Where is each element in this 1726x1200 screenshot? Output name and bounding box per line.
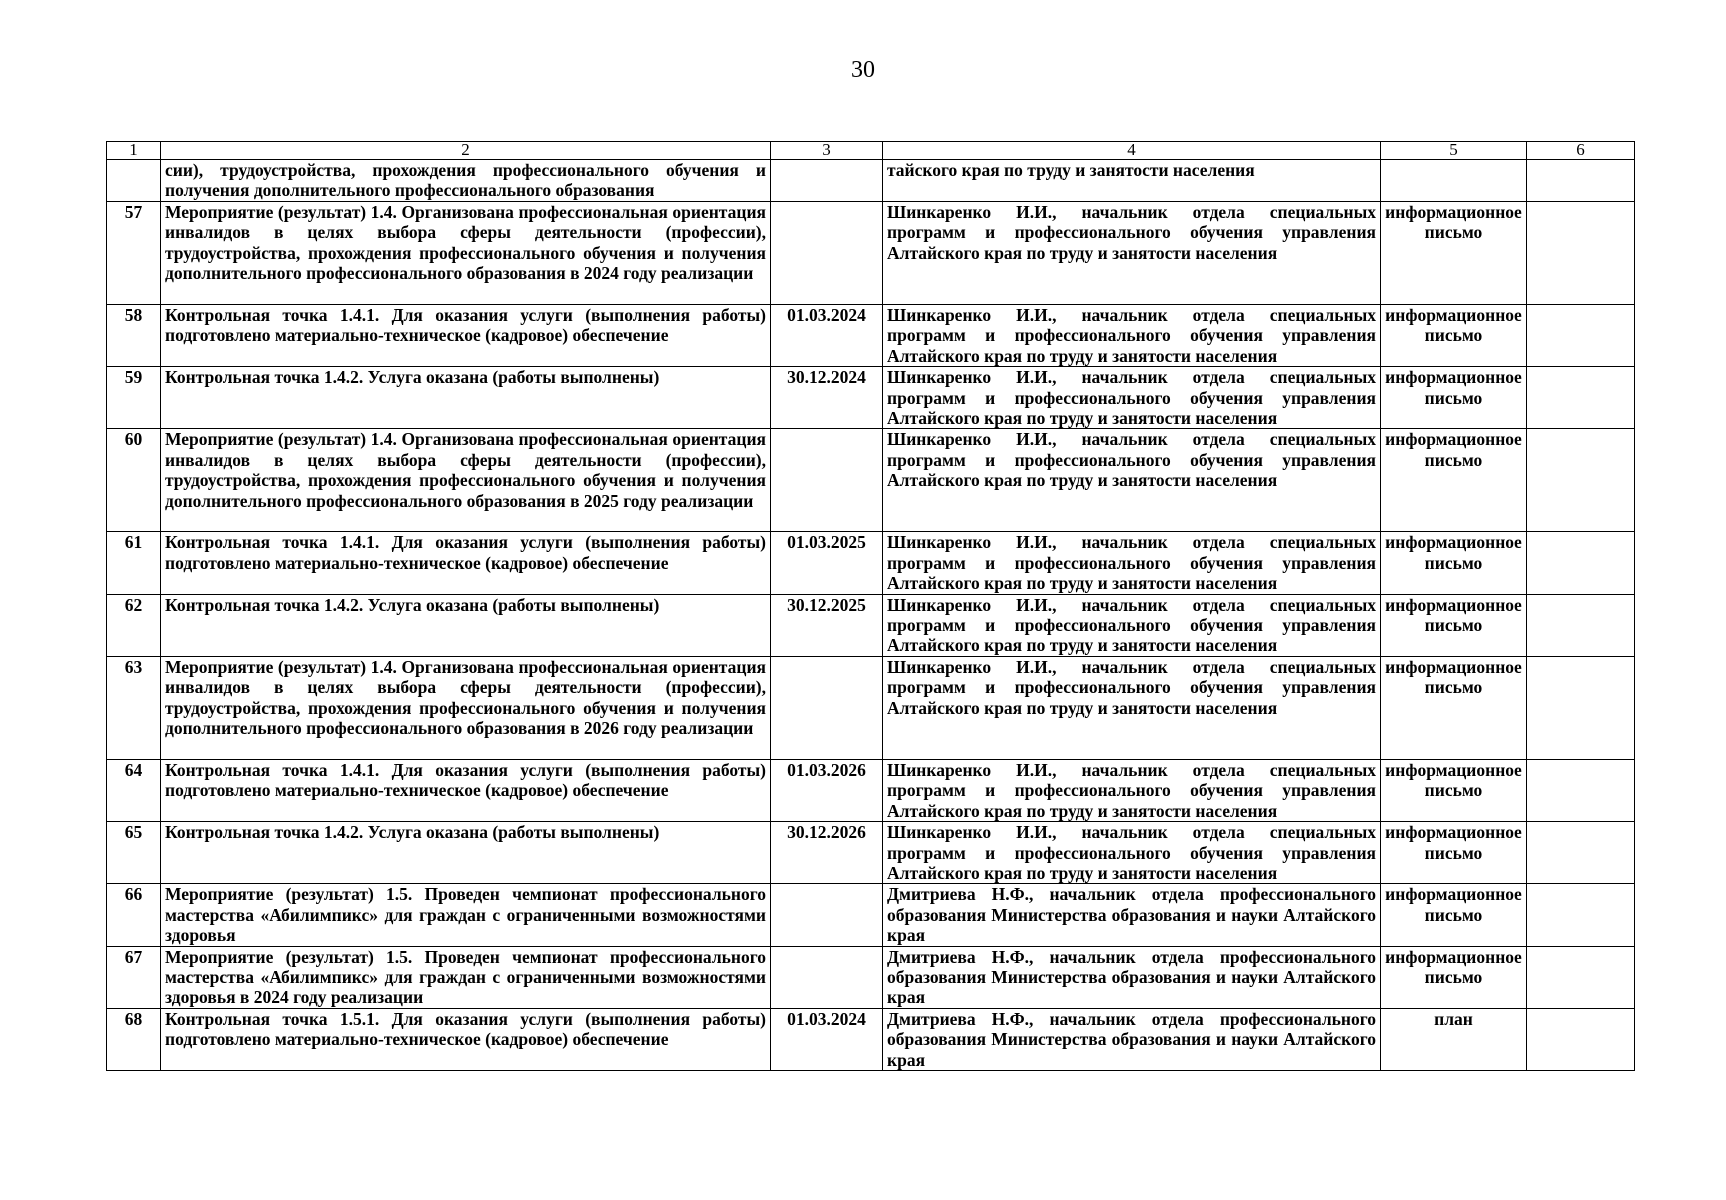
table-row [107, 429, 1635, 532]
table-row [107, 884, 1635, 946]
column-header: 5 [1381, 142, 1527, 160]
document-type: информационное письмо [1381, 884, 1527, 946]
table-row [107, 532, 1635, 594]
document-type: информационное письмо [1381, 594, 1527, 656]
deadline-date: 01.03.2024 [771, 1008, 883, 1070]
event-description: Контрольная точка 1.4.2. Услуга оказана (работы выполнены) [161, 822, 771, 884]
responsible-person: тайского края по труду и занятости населения [883, 160, 1381, 202]
deadline-date [771, 429, 883, 532]
column-header: 6 [1527, 142, 1635, 160]
event-description: Контрольная точка 1.5.1. Для оказания услуги (выполнения работы) подготовлено материально-техническое (кадровое) обеспечение [161, 1008, 771, 1070]
responsible-person: Шинкаренко И.И., начальник отдела специальных программ и профессионального обучения управления Алтайского края по труду и занятости населения [883, 532, 1381, 594]
row-number: 63 [107, 656, 161, 759]
responsible-person: Шинкаренко И.И., начальник отдела специальных программ и профессионального обучения управления Алтайского края по труду и занятости населения [883, 594, 1381, 656]
event-description: Контрольная точка 1.4.2. Услуга оказана (работы выполнены) [161, 367, 771, 429]
plan-table [106, 141, 1635, 1071]
column-header: 1 [107, 142, 161, 160]
column-header: 2 [161, 142, 771, 160]
row-number [107, 160, 161, 202]
deadline-date: 01.03.2026 [771, 759, 883, 821]
table-row [107, 305, 1635, 367]
column-6-cell [1527, 532, 1635, 594]
deadline-date [771, 946, 883, 1008]
event-description: Контрольная точка 1.4.2. Услуга оказана (работы выполнены) [161, 594, 771, 656]
deadline-date: 30.12.2026 [771, 822, 883, 884]
event-description: Мероприятие (результат) 1.5. Проведен чемпионат профессионального мастерства «Абилимпикс» для граждан с ограниченными возможностями здоровья в 2024 году реализации [161, 946, 771, 1008]
document-type: информационное письмо [1381, 656, 1527, 759]
document-type: информационное письмо [1381, 759, 1527, 821]
column-6-cell [1527, 884, 1635, 946]
document-type: информационное письмо [1381, 202, 1527, 305]
document-type: информационное письмо [1381, 429, 1527, 532]
document-type: информационное письмо [1381, 946, 1527, 1008]
responsible-person: Дмитриева Н.Ф., начальник отдела профессионального образования Министерства образования и науки Алтайского края [883, 1008, 1381, 1070]
column-header: 3 [771, 142, 883, 160]
page-number: 30 [851, 57, 875, 83]
column-6-cell [1527, 202, 1635, 305]
document-type: информационное письмо [1381, 532, 1527, 594]
responsible-person: Шинкаренко И.И., начальник отдела специальных программ и профессионального обучения управления Алтайского края по труду и занятости населения [883, 367, 1381, 429]
event-description: Контрольная точка 1.4.1. Для оказания услуги (выполнения работы) подготовлено материально-техническое (кадровое) обеспечение [161, 759, 771, 821]
column-6-cell [1527, 429, 1635, 532]
deadline-date [771, 160, 883, 202]
event-description: Мероприятие (результат) 1.5. Проведен чемпионат профессионального мастерства «Абилимпикс» для граждан с ограниченными возможностями здоровья [161, 884, 771, 946]
deadline-date: 30.12.2025 [771, 594, 883, 656]
table-row [107, 759, 1635, 821]
event-description: Контрольная точка 1.4.1. Для оказания услуги (выполнения работы) подготовлено материально-техническое (кадровое) обеспечение [161, 305, 771, 367]
responsible-person: Шинкаренко И.И., начальник отдела специальных программ и профессионального обучения управления Алтайского края по труду и занятости населения [883, 202, 1381, 305]
column-6-cell [1527, 822, 1635, 884]
document-type: информационное письмо [1381, 367, 1527, 429]
row-number: 65 [107, 822, 161, 884]
column-6-cell [1527, 656, 1635, 759]
table-row [107, 1008, 1635, 1070]
column-6-cell [1527, 160, 1635, 202]
column-6-cell [1527, 594, 1635, 656]
event-description: сии), трудоустройства, прохождения профессионального обучения и получения дополнительного профессионального образования [161, 160, 771, 202]
deadline-date: 01.03.2025 [771, 532, 883, 594]
row-number: 57 [107, 202, 161, 305]
responsible-person: Дмитриева Н.Ф., начальник отдела профессионального образования Министерства образования и науки Алтайского края [883, 884, 1381, 946]
document-type: информационное письмо [1381, 305, 1527, 367]
table-row [107, 594, 1635, 656]
row-number: 67 [107, 946, 161, 1008]
column-6-cell [1527, 1008, 1635, 1070]
event-description: Мероприятие (результат) 1.4. Организована профессиональная ориентация инвалидов в целях выбора сферы деятельности (профессии), трудоустройства, прохождения профессионального обучения и получения дополнительного профессионального образования в 2024 году реализации [161, 202, 771, 305]
table-row [107, 367, 1635, 429]
responsible-person: Шинкаренко И.И., начальник отдела специальных программ и профессионального обучения управления Алтайского края по труду и занятости населения [883, 759, 1381, 821]
column-header: 4 [883, 142, 1381, 160]
deadline-date [771, 202, 883, 305]
event-description: Мероприятие (результат) 1.4. Организована профессиональная ориентация инвалидов в целях выбора сферы деятельности (профессии), трудоустройства, прохождения профессионального обучения и получения дополнительного профессионального образования в 2025 году реализации [161, 429, 771, 532]
column-6-cell [1527, 305, 1635, 367]
table-row [107, 160, 1635, 202]
table-row [107, 656, 1635, 759]
deadline-date [771, 656, 883, 759]
header-row [107, 142, 1635, 160]
deadline-date: 30.12.2024 [771, 367, 883, 429]
responsible-person: Шинкаренко И.И., начальник отдела специальных программ и профессионального обучения управления Алтайского края по труду и занятости населения [883, 822, 1381, 884]
document-type: информационное письмо [1381, 822, 1527, 884]
deadline-date [771, 884, 883, 946]
table-row [107, 822, 1635, 884]
column-6-cell [1527, 367, 1635, 429]
row-number: 68 [107, 1008, 161, 1070]
column-6-cell [1527, 759, 1635, 821]
responsible-person: Дмитриева Н.Ф., начальник отдела профессионального образования Министерства образования и науки Алтайского края [883, 946, 1381, 1008]
responsible-person: Шинкаренко И.И., начальник отдела специальных программ и профессионального обучения управления Алтайского края по труду и занятости населения [883, 305, 1381, 367]
table-row [107, 946, 1635, 1008]
row-number: 60 [107, 429, 161, 532]
column-6-cell [1527, 946, 1635, 1008]
table-row [107, 202, 1635, 305]
responsible-person: Шинкаренко И.И., начальник отдела специальных программ и профессионального обучения управления Алтайского края по труду и занятости населения [883, 656, 1381, 759]
event-description: Мероприятие (результат) 1.4. Организована профессиональная ориентация инвалидов в целях выбора сферы деятельности (профессии), трудоустройства, прохождения профессионального обучения и получения дополнительного профессионального образования в 2026 году реализации [161, 656, 771, 759]
row-number: 61 [107, 532, 161, 594]
row-number: 59 [107, 367, 161, 429]
responsible-person: Шинкаренко И.И., начальник отдела специальных программ и профессионального обучения управления Алтайского края по труду и занятости населения [883, 429, 1381, 532]
event-description: Контрольная точка 1.4.1. Для оказания услуги (выполнения работы) подготовлено материально-техническое (кадровое) обеспечение [161, 532, 771, 594]
row-number: 62 [107, 594, 161, 656]
row-number: 58 [107, 305, 161, 367]
row-number: 64 [107, 759, 161, 821]
deadline-date: 01.03.2024 [771, 305, 883, 367]
document-type [1381, 160, 1527, 202]
row-number: 66 [107, 884, 161, 946]
document-type: план [1381, 1008, 1527, 1070]
